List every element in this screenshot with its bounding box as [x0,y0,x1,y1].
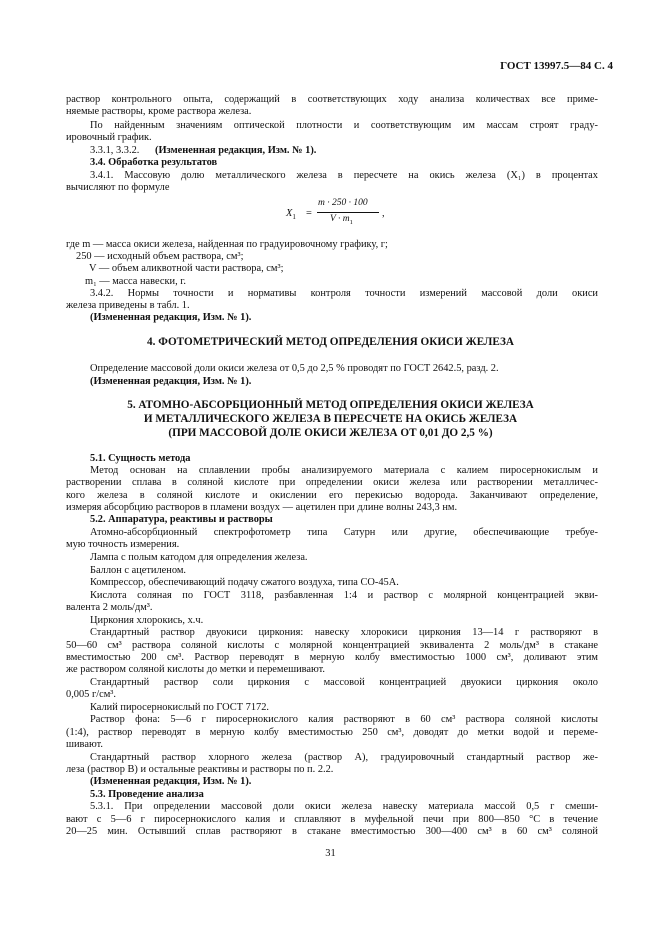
amendment-note: (Измененная редакция, Изм. № 1). [90,776,252,787]
text-line: Стандартный раствор соли циркония с массовой концентрацией двуокиси циркония около [90,677,598,688]
text-line: 3.4.2. Нормы точности и нормативы контроля точности измерений массовой доли окиси [90,288,598,299]
formula-lhs-sub: 1 [292,213,296,222]
section-heading: И МЕТАЛЛИЧЕСКОГО ЖЕЛЕЗА В ПЕРЕСЧЕТЕ НА ОКИСЬ ЖЕЛЕЗА [143,413,518,425]
text-line: Раствор фона: 5—6 г пиросернокислого калия растворяют в 60 см³ раствора соляной кислоты [90,714,598,725]
page-header: ГОСТ 13997.5—84 С. 4 [500,60,613,72]
fraction-bar [317,212,379,213]
formula-lhs: X [286,208,293,219]
text-line: кого железа в соляной кислоте и окислении его перекисью водорода. Заканчивают определение, [66,490,598,501]
text-line: Стандартный раствор хлорного железа (раствор А), градуировочный стандартный раствор же- [90,752,598,763]
text-line: Определение массовой доли окиси железа от 0,5 до 2,5 % проводят по ГОСТ 2642.5, разд. 2. [90,363,499,374]
text-line: валента 2 моль/дм³. [66,602,153,613]
formula [284,198,404,232]
text-line: Лампа с полым катодом для определения железа. [90,552,308,563]
text-line: растворении сплава в соляной кислоте при определении окиси железа или растворении металличес- [66,477,598,488]
formula-eq: = [306,208,312,219]
text-line: же раствором соляной кислоты до метки и перемешивают. [66,664,326,675]
text-line: няемые растворы, кроме раствора железа. [66,106,252,117]
formula-numerator: m · 250 · 100 [318,198,368,208]
formula-comma: , [382,208,385,219]
section-heading: 4. ФОТОМЕТРИЧЕСКИЙ МЕТОД ОПРЕДЕЛЕНИЯ ОКИСИ ЖЕЛЕЗА [147,336,514,348]
text-line: m₁ — масса навески, г. [85,276,186,287]
section-heading: 5. АТОМНО-АБСОРБЦИОННЫЙ МЕТОД ОПРЕДЕЛЕНИЯ ОКИСИ ЖЕЛЕЗА [127,399,534,411]
text-line: леза (раствор В) и остальные реактивы и растворы по п. 2.2. [66,764,334,775]
text-line: Стандартный раствор двуокиси циркония: навеску хлорокиси циркония 13—14 г растворяют в [90,627,598,638]
text-line: (1:4), раствор переводят в мерную колбу вместимостью 250 см³, доводят до метки водой и переме- [66,727,598,738]
formula-den-sub: 1 [349,218,353,226]
subsection-heading: 5.1. Сущность метода [90,453,191,464]
text-line: Циркония хлорокись, х.ч. [90,615,204,626]
text-line: V — объем аликвотной части раствора, см³; [89,263,284,274]
text-line: мую точность измерения. [66,539,180,550]
text-line: 250 — исходный объем раствора, см³; [76,251,244,262]
text-line: Калий пиросернокислый по ГОСТ 7172. [90,702,270,713]
text-line: вают с 5—6 г пиросернокислого калия и сплавляют в муфельной печи при 800—850 °С в течение [66,814,598,825]
text-line: Метод основан на сплавлении пробы анализируемого материала с калием пиросернокислым и [90,465,598,476]
amendment-note: (Измененная редакция, Изм. № 1). [155,145,317,156]
text-line: 3.4.1. Массовую долю металлического железа в пересчете на окись железа (X₁) в процентах [90,170,598,181]
text-line: вычисляют по формуле [66,182,170,193]
text-line: 50—60 см³ раствора соляной кислоты с молярной концентрацией эквивалента 2 моль/дм³ в стакане [66,640,598,651]
text-line: 5.3.1. При определении массовой доли окиси железа навеску материала массой 0,5 г смеши- [90,801,598,812]
subsection-heading: 3.4. Обработка результатов [90,157,218,168]
formula-denominator: V · m [330,214,350,224]
amendment-note: (Измененная редакция, Изм. № 1). [90,376,252,387]
text-line: Атомно-абсорбционный спектрофотометр типа Сатурн или другие, обеспечивающие требуе- [90,527,598,538]
page-number: 31 [325,848,336,859]
text-line: измеряя абсорбцию растворов в пламени воздух — ацетилен при длине волны 243,3 нм. [66,502,458,513]
text-line: ировочный график. [66,132,152,143]
text-line: 20—25 мин. Остывший сплав растворяют в стакане вместимостью 300—400 см³ в 60 см³ соляной [66,826,598,837]
text-line: 3.3.1, 3.3.2. [90,145,140,156]
text-line: Баллон с ацетиленом. [90,565,187,576]
text-line: Компрессор, обеспечивающий подачу сжатого воздуха, типа СО-45А. [90,577,399,588]
text-line: шивают. [66,739,103,750]
text-line: 0,005 г/см³. [66,689,117,700]
text-line: раствор контрольного опыта, содержащий в соответствующих ходу анализа количествах все приме- [66,94,598,105]
text-line: Кислота соляная по ГОСТ 3118, разбавленная 1:4 и раствор с молярной концентрацией экви- [90,590,598,601]
text-line: железа приведены в табл. 1. [66,300,190,311]
amendment-note: (Измененная редакция, Изм. № 1). [90,312,252,323]
subsection-heading: 5.3. Проведение анализа [90,789,204,800]
section-heading: (ПРИ МАССОВОЙ ДОЛЕ ОКИСИ ЖЕЛЕЗА ОТ 0,01 ДО 2,5 %) [168,427,493,439]
subsection-heading: 5.2. Аппаратура, реактивы и растворы [90,514,273,525]
text-line: По найденным значениям оптической плотности и соответствующим им массам строят граду- [90,120,598,131]
text-line: где m — масса окиси железа, найденная по градуировочному графику, г; [66,239,388,250]
text-line: вместимостью 200 см³. Раствор переводят в мерную колбу вместимостью 1000 см³, доливают этим [66,652,598,663]
